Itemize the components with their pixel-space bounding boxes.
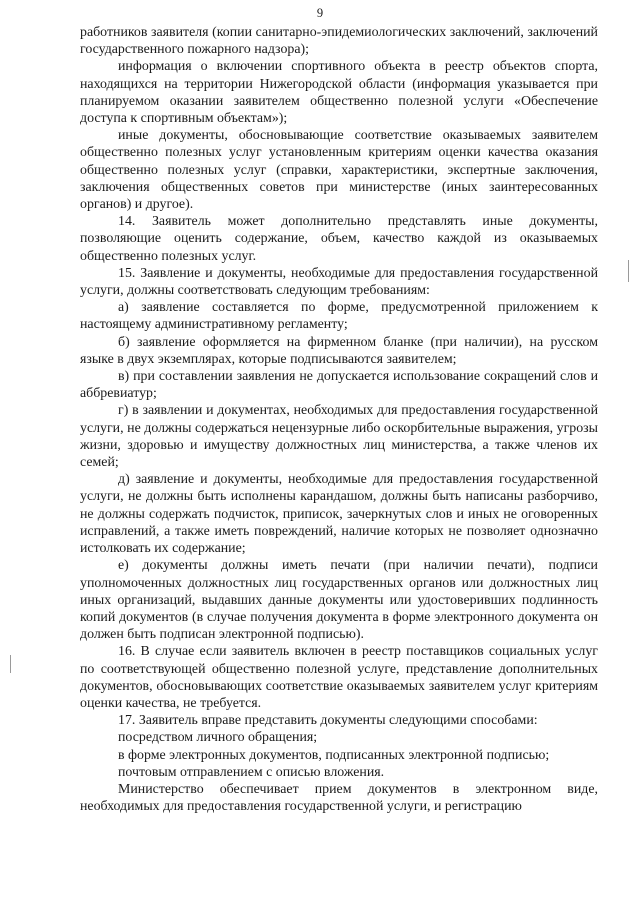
paragraph-method-electronic: в форме электронных документов, подписанных электронной подписью; <box>118 747 550 763</box>
paragraph-continuation: работников заявителя (копии санитарно-эпидемиологических заключений, заключений государственного пожарного надзора); <box>80 25 598 58</box>
paragraph-item-15b: б) заявление оформляется на фирменном бланке (при наличии), на русском языке в двух экземплярах, которые подписываются заявителем; <box>80 334 598 367</box>
paragraph-item-15v: в) при составлении заявления не допускается использование сокращений слов и аббревиатур; <box>80 369 598 402</box>
paragraph-ministry-acceptance: Министерство обеспечивает прием документов в электронном виде, необходимых для предоставления государственной услуги, и регистрацию <box>80 781 598 815</box>
paragraph-item-15e: е) документы должны иметь печати (при наличии печати), подписи уполномоченных должностных лиц государственных органов или должностных лиц иных организаций, выдавших данные документы или удостоверивших подлинность копий документов (в случае получения документа в форме электронного документа он должен быть подписан электронной подписью). <box>80 558 598 643</box>
paragraph-item-15: 15. Заявление и документы, необходимые для предоставления государственной услуги, должны соответствовать следующим требованиям: <box>80 265 598 299</box>
paragraph-item-16: 16. В случае если заявитель включен в реестр поставщиков социальных услуг по соответствующей общественно полезной услуге, представление дополнительных документов, обосновывающих соответствие оказываемых заявителем услуг критериям оценки качества, не требуется. <box>80 644 598 711</box>
scan-edge-mark-top <box>628 260 629 282</box>
document-body <box>80 24 598 815</box>
paragraph-sport-registry-info: информация о включении спортивного объекта в реестр объектов спорта, находящихся на территории Нижегородской области (информация указывается при планируемом оказании заявителем общественно полезной услуги «Обеспечение доступа к спортивным объектам»); <box>80 59 598 127</box>
paragraph-method-postal: почтовым отправлением с описью вложения. <box>118 764 385 780</box>
paragraph-item-15a: а) заявление составляется по форме, предусмотренной приложением к настоящему административному регламенту; <box>80 300 598 333</box>
paragraph-item-15d: д) заявление и документы, необходимые для предоставления государственной услуги, не должны быть исполнены карандашом, должны быть написаны разборчиво, не должны содержать подчисток, приписок, зачеркнутых слов и иных не оговоренных исправлений, а также иметь повреждений, наличие которых не позволяет однозначно истолковать их содержание; <box>80 472 598 557</box>
paragraph-item-17: 17. Заявитель вправе представить документы следующими способами: <box>118 713 538 729</box>
page-number: 9 <box>316 6 324 20</box>
paragraph-item-15g: г) в заявлении и документах, необходимых для предоставления государственной услуги, не должны содержаться нецензурные либо оскорбительные выражения, угрозы жизни, здоровью и имуществу должностных лиц министерства, а также членов их семей; <box>80 403 598 471</box>
paragraph-method-personal: посредством личного обращения; <box>118 730 318 746</box>
scan-edge-mark-bottom <box>10 655 11 673</box>
paragraph-other-documents: иные документы, обосновывающие соответствие оказываемых заявителем общественно полезных услуг установленным критериям оценки качества оказания общественно полезных услуг (справки, характеристики, экспертные заключения, заключения общественных советов при министерстве (иных заинтересованных органов) и другое). <box>80 128 598 213</box>
paragraph-item-14: 14. Заявитель может дополнительно представлять иные документы, позволяющие оценить содержание, объем, качество каждой из оказываемых общественно полезных услуг. <box>80 214 598 264</box>
